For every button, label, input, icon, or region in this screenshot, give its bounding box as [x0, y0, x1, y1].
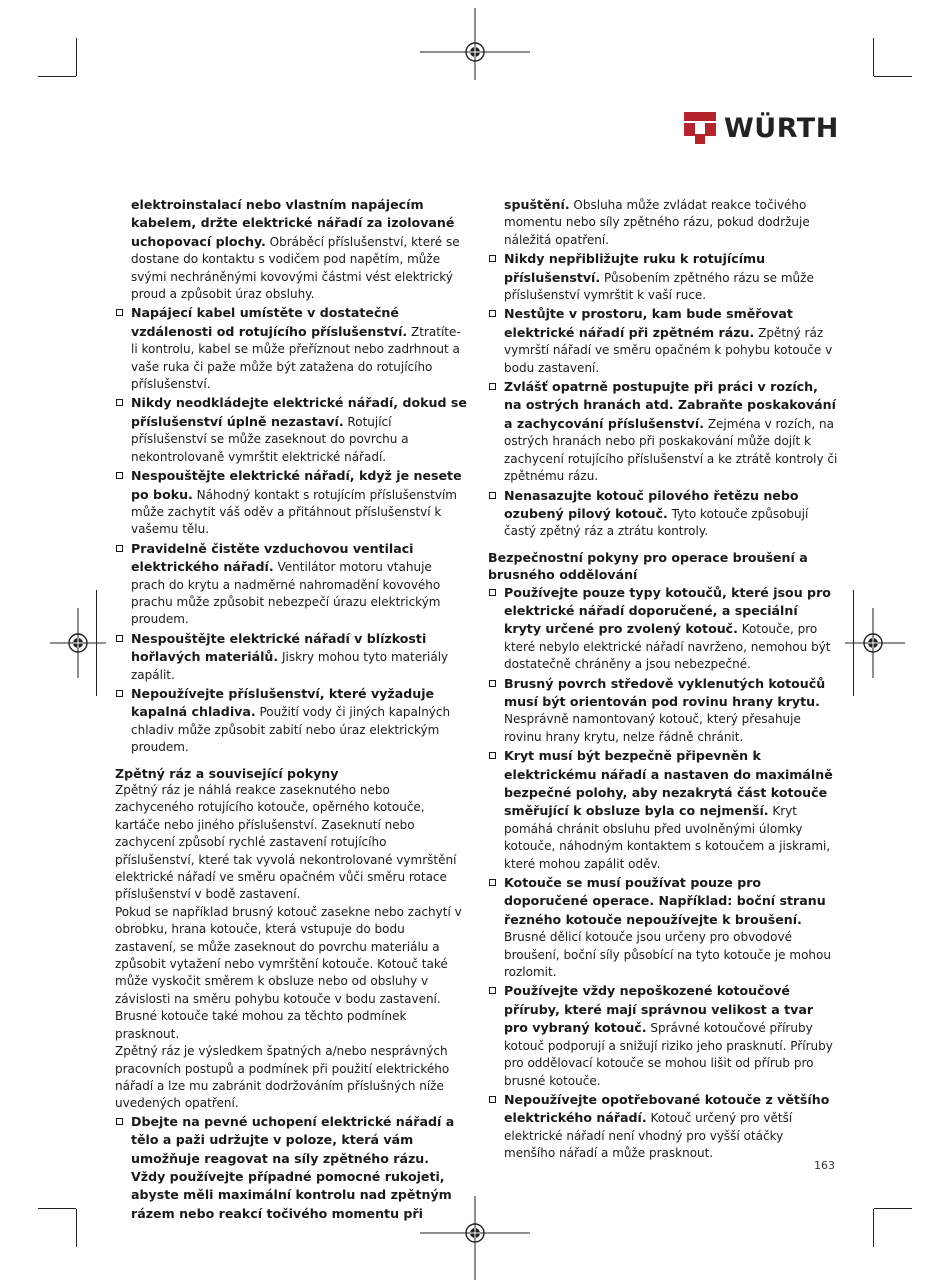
safety-item-bold: Nespouštějte elektrické nářadí v blízkosti hořlavých materiálů.	[131, 630, 427, 665]
safety-item	[115, 1113, 467, 1223]
safety-item-text: Působením zpětného rázu se může příslušenství vymrštit k vaší ruce.	[504, 270, 814, 303]
section-heading-kickback: Zpětný ráz a související pokyny	[115, 765, 339, 781]
safety-item-bold: Dbejte na pevné uchopení elektrické nářadí a tělo a paži udržujte v poloze, která vám umožňuje reagovat na síly zpětného rázu. Vždy používejte případné pomocné rukojeti, abyste měli maximální kontrolu nad zpětným rázem nebo reakcí točivého momentu při	[131, 1113, 455, 1221]
safety-item-text: Nesprávně namontovaný kotouč, který přesahuje rovinu hrany krytu, nelze řádně chránit.	[504, 712, 801, 744]
safety-item-bold: Brusný povrch středově vyklenutých kotoučů musí být orientován pod rovinu hrany krytu.	[504, 675, 826, 709]
checkbox-bullet-icon	[116, 1118, 123, 1125]
crop-mark	[874, 1208, 912, 1209]
registration-mark-left	[30, 598, 106, 688]
safety-item	[488, 584, 838, 674]
safety-item	[488, 250, 838, 304]
safety-item	[488, 675, 838, 747]
safety-item	[115, 394, 467, 466]
crop-mark	[874, 76, 912, 77]
safety-item-text: Obráběcí příslušenství, které se dostane do kontaktu s vodičem pod napětím, může svými nechráněnými kovovými částmi vést elektrický proud a způsobit úraz obsluhy.	[131, 234, 460, 302]
safety-item-text: Zpětný ráz vymrští nářadí ve směru opačném k pohybu kotouče v bodu zastavení.	[504, 325, 833, 375]
checkbox-bullet-icon	[489, 383, 496, 390]
right-column	[488, 196, 838, 1164]
safety-item-bold: Kotouče se musí používat pouze pro doporučené operace. Například: boční stranu řezného kotouče nepoužívejte k broušení.	[504, 875, 826, 927]
safety-item-bold: Pravidelně čistěte vzduchovou ventilaci elektrického nářadí.	[131, 540, 414, 575]
safety-item	[115, 685, 467, 757]
safety-item-text: Tyto kotouče způsobují častý zpětný ráz a ztrátu kontroly.	[504, 506, 809, 539]
crop-mark	[38, 76, 76, 77]
safety-item-bold: Používejte vždy nepoškozené kotoučové příruby, které mají správnou velikost a tvar pro vybraný kotouč.	[504, 983, 814, 1036]
checkbox-bullet-icon	[116, 399, 123, 406]
wurth-logo-text: WÜRTH	[724, 112, 839, 144]
safety-item	[488, 874, 838, 981]
safety-item-bold: Nestůjte v prostoru, kam bude směřovat elektrické nářadí při zpětném rázu.	[504, 306, 793, 340]
crop-mark	[873, 1209, 874, 1247]
safety-item-bold: Nepoužívejte příslušenství, které vyžaduje kapalná chladiva.	[131, 685, 435, 720]
safety-item	[488, 747, 838, 873]
safety-item-text: Brusné dělicí kotouče jsou určeny pro obvodové broušení, boční síly působící na tyto kotouče je mohou rozlomit.	[504, 930, 831, 980]
safety-item-text: Použití vody či jiných kapalných chladiv může způsobit zabití nebo úraz elektrickým proudem.	[131, 705, 451, 755]
crop-mark	[76, 1209, 77, 1247]
checkbox-bullet-icon	[489, 492, 496, 499]
safety-item-text: Správné kotoučové příruby kotouč podporují a snižují riziko jeho prasknutí. Příruby pro oddělovací kotouče se mohou lišit od přírub pro brusné kotouče.	[504, 1021, 833, 1088]
safety-item	[115, 540, 467, 629]
safety-item	[488, 487, 838, 541]
checkbox-bullet-icon	[116, 309, 123, 316]
crop-mark	[38, 1208, 76, 1209]
safety-item-text: Kotouče, pro které nebylo elektrické nářadí navrženo, nemohou být dostatečně chráněny a jsou nebezpečné.	[504, 622, 831, 672]
body-paragraph: Pokud se například brusný kotouč zasekne nebo zachytí v obrobku, hrana kotouče, která vstupuje do bodu zastavení, se může zaseknout do povrchu materiálu a způsobit vytažení nebo vymrštění kotouče. Kotouč také může vyskočit směrem k obsluze nebo od obsluhy v závislosti na směru pohybu kotouče v bodu zastavení. Brusné kotouče také mohou za těchto podmínek prasknout.	[115, 904, 462, 1041]
safety-item-bold: Nepoužívejte opotřebované kotouče z většího elektrického nářadí.	[504, 1091, 830, 1126]
checkbox-bullet-icon	[116, 635, 123, 642]
safety-item-bold: Nenasazujte kotouč pilového řetězu nebo ozubený pilový kotouč.	[504, 487, 799, 521]
safety-item-text: Obsluha může zvládat reakce točivého momentu nebo síly zpětného rázu, pokud dodržuje náležitá opatření.	[504, 198, 810, 247]
checkbox-bullet-icon	[489, 879, 496, 886]
safety-item-bold: Zvlášť opatrně postupujte při práci v rozích, na ostrých hranách atd. Zabraňte poskakování a zachycování příslušenství.	[504, 379, 836, 431]
safety-item-text: Kotouč určený pro větší elektrické nářadí není vhodný pro vyšší otáčky menšího nářadí a může prasknout.	[504, 1111, 793, 1161]
page-number: 163	[814, 1159, 835, 1172]
registration-mark-top	[420, 8, 530, 88]
checkbox-bullet-icon	[489, 752, 496, 759]
safety-item-bold: Nikdy nepřibližujte ruku k rotujícímu příslušenství.	[504, 251, 766, 285]
left-column	[115, 196, 467, 1224]
safety-item-bold: Nespouštějte elektrické nářadí, když je nesete po boku.	[131, 468, 462, 502]
checkbox-bullet-icon	[489, 255, 496, 262]
crop-mark	[76, 38, 77, 76]
checkbox-bullet-icon	[489, 310, 496, 317]
safety-item	[488, 196, 838, 249]
safety-item	[115, 196, 467, 303]
wurth-logo	[684, 112, 839, 144]
safety-item	[115, 304, 467, 393]
safety-item-bold: Používejte pouze typy kotoučů, které jsou pro elektrické nářadí doporučené, a speciální kryty určené pro zvolený kotouč.	[504, 584, 831, 637]
safety-item	[115, 630, 467, 684]
safety-item	[488, 305, 838, 377]
safety-item-bold: elektroinstalací nebo vlastním napájecím kabelem, držte elektrické nářadí za izolované uchopovací plochy.	[131, 197, 455, 249]
checkbox-bullet-icon	[116, 472, 123, 479]
safety-item-text: Zejména v rozích, na ostrých hranách nebo při poskakování může dojít k zachycení rotujícího příslušenství a ke ztrátě kontroly či zpětnému rázu.	[504, 416, 838, 484]
safety-item-text: Ventilátor motoru vtahuje prach do krytu a nadměrné nahromadění kovového prachu může způsobit nebezpečí úrazu elektrickým proudem.	[131, 560, 441, 627]
body-paragraph: Zpětný ráz je náhlá reakce zaseknutého nebo zachyceného rotujícího kotouče, opěrného kotouče, kartáče nebo jiného příslušenství. Zaseknutí nebo zachycení způsobí rychlé zastavení rotujícího příslušenství, které tak vyvolá nekontrolované vymrštění elektrické nářadí ve směru opačném vůči směru rotace příslušenství v bodě zastavení.	[115, 783, 457, 902]
checkbox-bullet-icon	[116, 545, 123, 552]
safety-item-text: Rotující příslušenství se může zaseknout do povrchu a nekontrolovaně vymrštit elektrické nářadí.	[131, 414, 409, 464]
safety-item	[488, 1091, 838, 1163]
safety-item	[488, 982, 838, 1089]
safety-item-text: Ztratíte-li kontrolu, kabel se může přeříznout nebo zadrhnout a vaše ruka či paže může být zatažena do rotujícího příslušenství.	[131, 324, 461, 392]
crop-mark	[873, 38, 874, 76]
safety-item-text: Kryt pomáhá chránit obsluhu před uvolněnými úlomky kotouče, náhodným kontaktem s kotoučem a jiskrami, které mohou zapálit oděv.	[504, 804, 831, 871]
safety-item-text: Jiskry mohou tyto materiály zapálit.	[131, 650, 449, 682]
safety-item-text: Náhodný kontakt s rotujícím příslušenstvím může zachytit váš oděv a přitáhnout příslušenství k vašemu tělu.	[131, 487, 457, 537]
body-paragraph: Zpětný ráz je výsledkem špatných a/nebo nesprávných pracovních postupů a podmínek při použití elektrického nářadí a lze mu zabránit dodržováním příslušných níže uvedených opatření.	[115, 1044, 450, 1111]
safety-item	[115, 467, 467, 539]
checkbox-bullet-icon	[489, 680, 496, 687]
section-heading-grinding: Bezpečnostní pokyny pro operace broušení a brusného oddělování	[488, 549, 808, 583]
safety-item-bold: Nikdy neodkládejte elektrické nářadí, dokud se příslušenství úplně nezastaví.	[131, 395, 467, 429]
safety-item-bold: spuštění.	[504, 197, 570, 212]
safety-item	[488, 378, 838, 485]
wurth-logo-mark-icon	[684, 112, 716, 144]
safety-item-bold: Napájecí kabel umístěte v dostatečné vzdálenosti od rotujícího příslušenství.	[131, 305, 408, 339]
checkbox-bullet-icon	[489, 987, 496, 994]
checkbox-bullet-icon	[489, 1096, 496, 1103]
checkbox-bullet-icon	[489, 589, 496, 596]
safety-item-bold: Kryt musí být bezpečně připevněn k elektrickému nářadí a nastaven do maximálně bezpečné polohy, aby nezakrytá část kotouče směřující k obsluze byla co nejmenší.	[504, 748, 833, 819]
checkbox-bullet-icon	[116, 690, 123, 697]
registration-mark-right	[845, 598, 921, 688]
